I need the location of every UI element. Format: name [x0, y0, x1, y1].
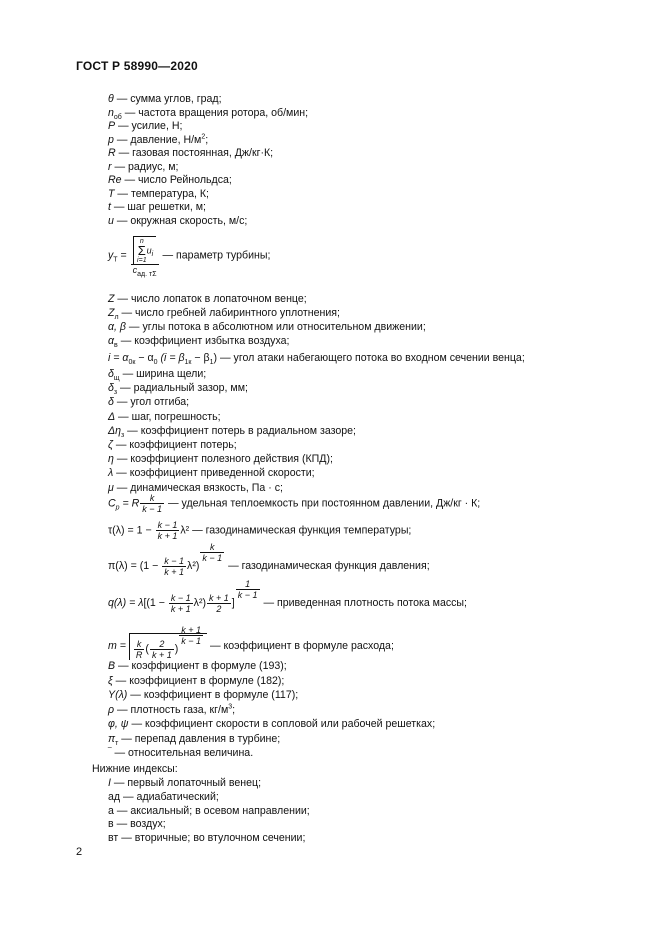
denominator: 2 — [216, 603, 222, 614]
definition-line — [108, 689, 298, 701]
unit-exponent: 2 — [201, 132, 206, 140]
index-text: — аксиальный; в осевом направлении; — [113, 804, 310, 817]
formula-part: λ² — [180, 524, 190, 537]
numerator: k + 1 — [181, 625, 201, 635]
index-text: — адиабатический; — [120, 790, 219, 803]
formula-lhs: y — [108, 249, 114, 262]
symbol: η — [108, 453, 114, 466]
symbol: p — [108, 133, 114, 146]
definition-text-end: ; — [205, 133, 209, 146]
den-sub: ад. тΣ — [137, 270, 157, 278]
page-number: 2 — [76, 846, 83, 858]
numerator: k − 1 — [170, 592, 191, 603]
definition-text: — угол отгиба; — [113, 396, 190, 409]
definition-text: — давление, Н/м — [113, 133, 202, 146]
sum-term-sub: i — [151, 251, 154, 259]
definition-text: — углы потока в абсолютном или относительном движении; — [125, 321, 426, 333]
symbol-subscript: щ — [113, 375, 120, 383]
formula-tau — [108, 520, 411, 541]
definition-text: — удельная теплоемкость при постоянном давлении, Дж/кг · К; — [165, 497, 481, 510]
formula-part: − β — [191, 352, 210, 364]
definition-line — [108, 382, 248, 397]
fraction — [162, 556, 186, 577]
formula-incidence — [108, 352, 525, 367]
definition-text: — коэффициент полезного действия (КПД); — [113, 453, 333, 466]
definition-line — [108, 453, 333, 465]
fraction — [140, 493, 164, 514]
definition-line — [108, 675, 284, 687]
definition-text: — радиус, м; — [111, 160, 179, 173]
sqrt — [133, 236, 156, 264]
fraction — [200, 542, 224, 563]
formula-part: λ²) — [193, 596, 207, 609]
symbol: t — [108, 201, 111, 213]
index-symbol: в — [108, 818, 114, 831]
symbol-subscript: т — [115, 739, 119, 747]
exponent — [199, 542, 225, 563]
fraction — [169, 593, 193, 614]
symbol: Re — [108, 174, 122, 186]
numerator: k − 1 — [157, 520, 178, 530]
symbol: λ — [108, 467, 114, 480]
definition-text: — газодинамическая функция давления; — [225, 559, 430, 572]
symbol: δ — [108, 368, 114, 380]
definition-line — [108, 188, 209, 200]
index-text: — вторичные; во втулочном сечении; — [118, 832, 306, 845]
sum-top: n — [139, 238, 144, 245]
fraction — [131, 236, 159, 278]
symbol: ρ — [108, 703, 115, 716]
definition-text: — перепад давления в турбине; — [118, 732, 281, 745]
sum-bottom: i=1 — [137, 257, 147, 264]
definition-line — [108, 733, 280, 745]
definition-line — [108, 747, 253, 759]
definition-line — [108, 201, 206, 213]
index-symbol: I — [108, 777, 111, 789]
formula-q — [108, 579, 467, 614]
definition-line — [108, 482, 283, 494]
formula-lhs: C — [108, 497, 116, 510]
definition-line — [108, 425, 356, 437]
fraction — [207, 593, 231, 614]
symbol: δ — [108, 396, 114, 409]
denominator — [131, 265, 159, 278]
definition-text: — приведенная плотность потока массы; — [260, 596, 467, 609]
fraction — [134, 639, 145, 660]
definition-text: — коэффициент потерь; — [112, 439, 237, 451]
index-text: — воздух; — [113, 818, 166, 831]
numerator: k — [134, 639, 145, 650]
index-text: — первый лопаточный венец; — [110, 777, 262, 789]
symbol: α, β — [108, 321, 126, 333]
symbol: δ — [108, 382, 114, 395]
formula-part: (1 − — [139, 559, 162, 572]
definition-line — [108, 215, 247, 227]
formula-part: − α — [135, 352, 154, 364]
symbol-subscript: л — [114, 314, 119, 322]
index-line — [108, 805, 310, 817]
symbol: ξ — [108, 674, 113, 687]
fraction — [236, 579, 260, 600]
formula-m — [108, 625, 394, 660]
definition-text: — радиальный зазор, мм; — [117, 382, 248, 395]
definition-text: — ширина щели; — [119, 368, 207, 380]
definition-text: — коэффициент приведенной скорости; — [113, 467, 315, 480]
definition-text: — частота вращения ротора, об/мин; — [121, 106, 309, 119]
definition-text: — газовая постоянная, Дж/кг·К; — [115, 147, 274, 159]
definition-line — [108, 439, 237, 451]
formula-yt: $y_T$ = n Σ $i=1u_i$ $c_{ад. т\Sigma}$ — параметр турбины; — [108, 238, 271, 278]
definition-line — [108, 335, 290, 350]
definition-text: — коэффициент в формуле (182); — [112, 674, 285, 687]
denominator: k + 1 — [157, 531, 178, 541]
definition-text: — коэффициент избытка воздуха; — [117, 335, 290, 347]
definition-line — [108, 718, 435, 730]
index-line — [108, 791, 219, 803]
definition-text: — газодинамическая функция температуры; — [189, 524, 412, 537]
symbol: μ — [108, 481, 114, 494]
definition-line — [108, 161, 178, 173]
definition-line — [108, 368, 207, 383]
symbol: Δ — [108, 410, 116, 423]
symbol: Δη — [108, 424, 121, 437]
definition-text: — коэффициент в формуле (193); — [115, 660, 287, 672]
definition-text: — окружная скорость, м/с; — [113, 214, 248, 227]
definition-text: — шаг, погрешность; — [115, 410, 221, 423]
definition-line — [108, 93, 222, 105]
denominator: k − 1 — [181, 636, 201, 646]
symbol: R — [108, 147, 116, 159]
index-line — [108, 832, 305, 844]
definition-text: — число лопаток в лопаточном венце; — [114, 293, 307, 305]
formula-part: = R — [119, 497, 140, 510]
definition-text: — угол атаки набегающего потока во входном сечении венца; — [217, 352, 525, 364]
sum-term: u — [146, 245, 152, 256]
sum-operator — [137, 238, 147, 264]
formula-sub: 0 — [153, 359, 158, 367]
definition-line — [108, 107, 308, 119]
formula-part: ] — [231, 596, 235, 609]
denominator: k + 1 — [151, 649, 172, 660]
denominator: R — [135, 649, 143, 660]
numerator: 2 — [150, 639, 174, 650]
symbol: r — [108, 160, 112, 173]
numerator — [131, 236, 159, 265]
definition-text: — плотность газа, кг/м — [114, 703, 229, 716]
definition-line — [108, 307, 340, 322]
definition-line — [108, 467, 315, 479]
symbol: n — [108, 106, 114, 119]
symbol: θ — [108, 93, 114, 105]
formula-lhs-sub: p — [115, 504, 120, 512]
definition-text: — коэффициент в формуле расхода; — [207, 640, 394, 653]
definition-line — [108, 660, 287, 672]
exponent — [178, 625, 204, 646]
indices-title: Нижние индексы: — [92, 763, 178, 775]
definition-text-end: ; — [232, 703, 236, 716]
sigma: Σ — [137, 243, 146, 258]
definition-text: — коэффициент скорости в сопловой или рабочей решетках; — [128, 718, 436, 730]
formula-lhs: τ(λ) = 1 − — [108, 524, 155, 537]
formula-part: ) — [213, 352, 218, 364]
formula-lhs: m = — [108, 640, 129, 653]
definition-text: — коэффициент в формуле (117); — [127, 689, 299, 701]
symbol: Y(λ) — [108, 689, 128, 701]
formula-part: (i = β — [157, 352, 185, 364]
denominator: k − 1 — [202, 553, 223, 563]
definition-line — [108, 147, 273, 159]
definition-text: — число гребней лабиринтного уплотнения; — [118, 307, 340, 319]
formula-sub: 1 — [209, 359, 214, 367]
symbol: ‾ — [108, 747, 112, 759]
unit-exponent: 3 — [228, 702, 233, 710]
symbol: B — [108, 660, 116, 672]
definition-text: — динамическая вязкость, Па · с; — [113, 481, 283, 494]
definition-line — [108, 293, 307, 305]
numerator: k — [200, 542, 224, 553]
numerator: k − 1 — [164, 555, 185, 566]
definition-text: — параметр турбины; — [159, 249, 271, 262]
exponent — [235, 579, 261, 600]
definition-line — [108, 134, 208, 146]
definition-text: — температура, К; — [114, 187, 209, 200]
definition-text: — усилие, Н; — [115, 120, 183, 132]
index-line — [108, 777, 261, 789]
definition-line — [108, 321, 426, 333]
document-header: ГОСТ Р 58990—2020 — [76, 59, 198, 73]
definition-text: — относительная величина. — [111, 747, 254, 759]
numerator: 1 — [236, 579, 260, 590]
formula-sub: 0к — [128, 359, 136, 367]
index-symbol: ад — [108, 790, 121, 803]
fraction — [156, 520, 180, 541]
numerator: k + 1 — [209, 592, 229, 603]
formula-pi — [108, 542, 430, 577]
denominator: k − 1 — [237, 590, 258, 600]
symbol: Z — [108, 293, 115, 305]
definition-text: — сумма углов, град; — [113, 93, 222, 105]
index-symbol: вт — [108, 832, 119, 845]
formula-part: i = α — [108, 352, 129, 364]
definition-line — [108, 411, 221, 423]
symbol: φ, ψ — [108, 718, 129, 730]
formula-cp — [108, 493, 480, 514]
symbol-subscript: з — [113, 389, 118, 397]
index-symbol: а — [108, 804, 114, 817]
definition-line — [108, 120, 182, 132]
sqrt: $\frac{k}{R}$ ( $\frac{2}{k + 1}$ ) $^{\frac{k + 1}{k - 1}}$ — [129, 633, 207, 660]
denominator: k + 1 — [164, 566, 185, 577]
symbol-subscript: в — [114, 342, 118, 350]
fraction — [179, 625, 203, 646]
den-main: c — [132, 265, 138, 275]
formula-part: λ²) — [187, 559, 200, 572]
definition-line — [108, 396, 189, 408]
symbol: π — [108, 732, 116, 745]
symbol: ζ — [108, 439, 113, 451]
definition-text: — число Рейнольдса; — [121, 174, 232, 186]
formula-lhs: q(λ) = λ — [108, 596, 144, 609]
formula-sub: 1к — [184, 359, 192, 367]
denominator: k + 1 — [170, 603, 191, 614]
index-line — [108, 818, 166, 830]
fraction — [150, 639, 174, 660]
symbol: Z — [108, 307, 115, 319]
numerator: k — [140, 493, 164, 504]
formula-lhs-sub: T — [113, 256, 118, 264]
symbol: T — [108, 187, 115, 200]
formula-lhs: π(λ) = — [108, 559, 140, 572]
definition-line — [108, 174, 232, 186]
symbol-subscript: з — [121, 431, 125, 439]
definition-text: — коэффициент потерь в радиальном зазоре; — [124, 424, 356, 437]
symbol: u — [108, 214, 114, 227]
definition-text: — шаг решетки, м; — [110, 201, 206, 213]
formula-part: [(1 − — [143, 596, 168, 609]
definition-line — [108, 704, 235, 716]
symbol: P — [108, 120, 116, 132]
symbol: α — [108, 335, 115, 347]
symbol-subscript: об — [113, 113, 122, 121]
denominator: k − 1 — [142, 504, 163, 514]
